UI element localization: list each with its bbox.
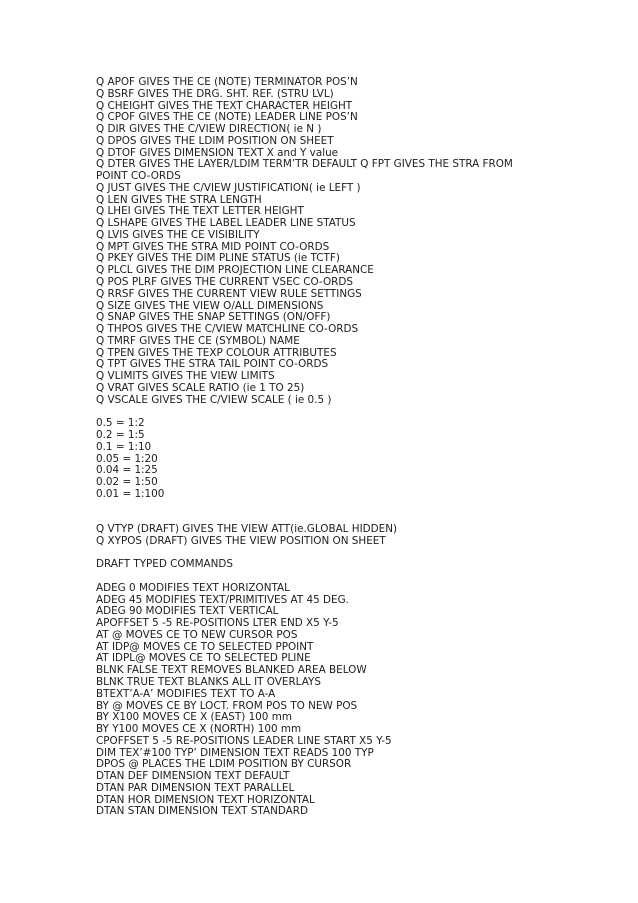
query-line: Q THPOS GIVES THE C/VIEW MATCHLINE CO-ORDS xyxy=(96,323,359,336)
command-line: DTAN PAR DIMENSION TEXT PARALLEL xyxy=(96,781,295,794)
query-line: Q MPT GIVES THE STRA MID POINT CO-ORDS xyxy=(96,240,330,253)
scale-line: 0.02 = 1:50 xyxy=(96,476,158,489)
scale-line: 0.04 = 1:25 xyxy=(96,464,158,477)
command-line: AT IDPL@ MOVES CE TO SELECTED PLINE xyxy=(96,652,311,665)
spacer xyxy=(96,501,546,525)
query-line: Q SNAP GIVES THE SNAP SETTINGS (ON/OFF) xyxy=(96,311,331,324)
command-line: ADEG 45 MODIFIES TEXT/PRIMITIVES AT 45 DEG. xyxy=(96,593,349,606)
query-line: Q PLCL GIVES THE DIM PROJECTION LINE CLEARANCE xyxy=(96,264,374,277)
command-line: APOFFSET 5 -5 RE-POSITIONS LTER END X5 Y-5 xyxy=(96,617,339,630)
query-line: Q DPOS GIVES THE LDIM POSITION ON SHEET xyxy=(96,134,334,147)
query-list xyxy=(96,77,546,406)
command-line: DTAN DEF DIMENSION TEXT DEFAULT xyxy=(96,770,290,783)
command-line: BY @ MOVES CE BY LOCT. FROM POS TO NEW POS xyxy=(96,699,358,712)
command-line: BTEXT’A-A’ MODIFIES TEXT TO A-A xyxy=(96,687,276,700)
query-line: Q TPT GIVES THE STRA TAIL POINT CO-ORDS xyxy=(96,358,329,371)
spacer xyxy=(96,406,546,418)
query-line: Q LEN GIVES THE STRA LENGTH xyxy=(96,193,262,206)
section-heading: DRAFT TYPED COMMANDS xyxy=(96,558,234,571)
query-line: Q PKEY GIVES THE DIM PLINE STATUS (ie TCTF) xyxy=(96,252,340,265)
query-line: Q LVIS GIVES THE CE VISIBILITY xyxy=(96,228,260,241)
query-line: Q POS PLRF GIVES THE CURRENT VSEC CO-ORDS xyxy=(96,276,353,289)
query-line: Q TMRF GIVES THE CE (SYMBOL) NAME xyxy=(96,334,300,347)
command-line: BY X100 MOVES CE X (EAST) 100 mm xyxy=(96,711,292,724)
command-line: ADEG 0 MODIFIES TEXT HORIZONTAL xyxy=(96,581,290,594)
query-line: Q RRSF GIVES THE CURRENT VIEW RULE SETTINGS xyxy=(96,287,362,300)
query-line: Q BSRF GIVES THE DRG. SHT. REF. (STRU LVL) xyxy=(96,87,334,100)
scale-line: 0.5 = 1:2 xyxy=(96,417,145,430)
query-line: Q CHEIGHT GIVES THE TEXT CHARACTER HEIGHT xyxy=(96,99,353,112)
document-page xyxy=(96,77,546,818)
query-line: Q LSHAPE GIVES THE LABEL LEADER LINE STATUS xyxy=(96,217,356,230)
query-line: Q TPEN GIVES THE TEXP COLOUR ATTRIBUTES xyxy=(96,346,337,359)
command-list xyxy=(96,583,546,818)
scale-line: 0.2 = 1:5 xyxy=(96,428,145,441)
scale-line: 0.05 = 1:20 xyxy=(96,452,158,465)
command-line: DIM TEX’#100 TYP’ DIMENSION TEXT READS 100 TYP xyxy=(96,746,374,759)
command-line: CPOFFSET 5 -5 RE-POSITIONS LEADER LINE START X5 Y-5 xyxy=(96,734,392,747)
command-line: BLNK FALSE TEXT REMOVES BLANKED AREA BELOW xyxy=(96,664,367,677)
query-line: Q CPOF GIVES THE CE (NOTE) LEADER LINE POS’N xyxy=(96,111,358,124)
command-line: DTAN HOR DIMENSION TEXT HORIZONTAL xyxy=(96,793,315,806)
scale-line: 0.01 = 1:100 xyxy=(96,487,165,500)
query-line: Q LHEI GIVES THE TEXT LETTER HEIGHT xyxy=(96,205,304,218)
query-line: Q JUST GIVES THE C/VIEW JUSTIFICATION( ie LEFT ) xyxy=(96,181,361,194)
query-line: Q DTER GIVES THE LAYER/LDIM TERM’TR DEFAULT Q FPT GIVES THE STRA FROM POINT CO-ORDS xyxy=(96,158,513,183)
query-line: Q APOF GIVES THE CE (NOTE) TERMINATOR POS’N xyxy=(96,76,358,88)
query-line: Q VLIMITS GIVES THE VIEW LIMITS xyxy=(96,370,275,383)
command-line: DTAN STAN DIMENSION TEXT STANDARD xyxy=(96,805,308,818)
command-line: ADEG 90 MODIFIES TEXT VERTICAL xyxy=(96,605,279,618)
query-line: Q SIZE GIVES THE VIEW O/ALL DIMENSIONS xyxy=(96,299,324,312)
command-line: BLNK TRUE TEXT BLANKS ALL IT OVERLAYS xyxy=(96,676,321,689)
query-line: Q DTOF GIVES DIMENSION TEXT X and Y value xyxy=(96,146,339,159)
draft-query-list xyxy=(96,524,546,548)
query-line: Q VSCALE GIVES THE C/VIEW SCALE ( ie 0.5 ) xyxy=(96,393,332,406)
draft-query-line: Q VTYP (DRAFT) GIVES THE VIEW ATT(ie.GLOBAL HIDDEN) xyxy=(96,523,398,536)
query-line: Q VRAT GIVES SCALE RATIO (ie 1 TO 25) xyxy=(96,381,305,394)
draft-query-line: Q XYPOS (DRAFT) GIVES THE VIEW POSITION ON SHEET xyxy=(96,534,386,547)
command-line: DPOS @ PLACES THE LDIM POSITION BY CURSOR xyxy=(96,758,352,771)
command-line: AT IDP@ MOVES CE TO SELECTED PPOINT xyxy=(96,640,314,653)
command-line: BY Y100 MOVES CE X (NORTH) 100 mm xyxy=(96,723,302,736)
scale-line: 0.1 = 1:10 xyxy=(96,440,152,453)
command-line: AT @ MOVES CE TO NEW CURSOR POS xyxy=(96,628,298,641)
scale-list xyxy=(96,418,546,500)
query-line: Q DIR GIVES THE C/VIEW DIRECTION( ie N ) xyxy=(96,123,322,136)
